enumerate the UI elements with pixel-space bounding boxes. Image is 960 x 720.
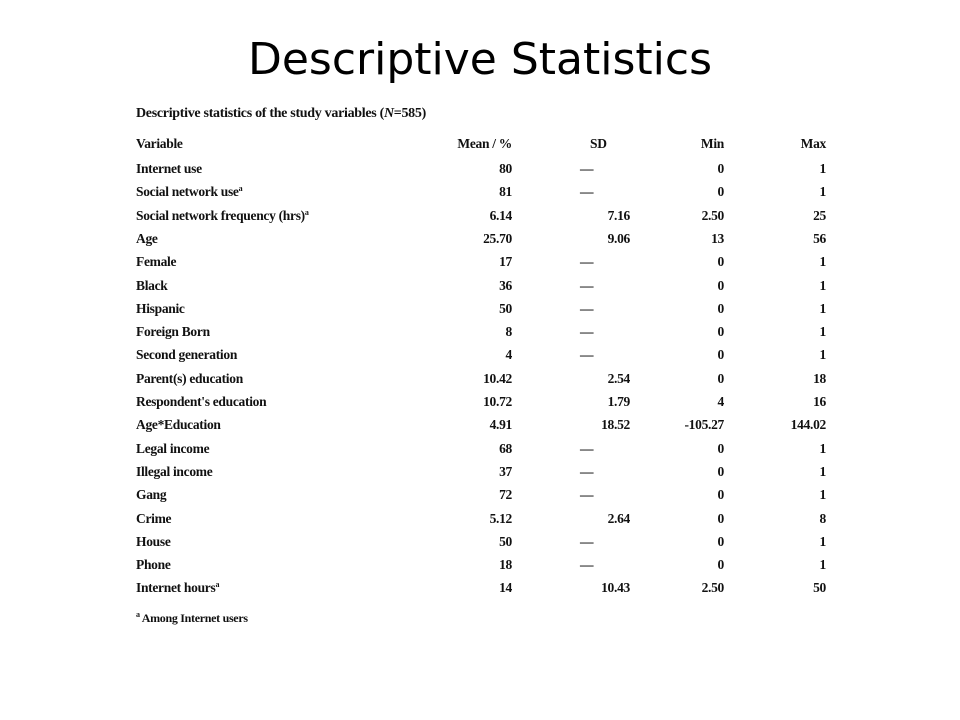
cell-mean: 81 <box>499 184 512 200</box>
table-row <box>134 343 834 366</box>
cell-mean: 25.70 <box>483 230 512 246</box>
cell-min: 0 <box>717 277 724 293</box>
cell-max: 1 <box>819 440 826 456</box>
cell-variable <box>136 250 176 273</box>
header-mean: Mean / % <box>457 136 512 151</box>
table-row <box>134 437 834 460</box>
variable-label: Hispanic <box>136 300 185 316</box>
cell-mean: 80 <box>499 161 512 176</box>
table-row <box>134 507 834 530</box>
cell-sd: 1.79 <box>607 394 630 409</box>
cell-mean: 4.91 <box>489 417 512 433</box>
cell-variable <box>136 413 221 436</box>
cell-mean: 37 <box>499 463 512 479</box>
variable-label: Social network use <box>136 184 239 200</box>
cell-sd: 9.06 <box>607 230 630 246</box>
table-row <box>134 483 834 506</box>
cell-mean: 14 <box>499 580 512 596</box>
cell-sd: — <box>580 347 594 363</box>
cell-sd: — <box>580 324 594 340</box>
cell-sd: — <box>580 277 594 293</box>
cell-min: 0 <box>717 370 724 386</box>
cell-variable <box>136 297 185 320</box>
cell-sd: — <box>580 533 594 549</box>
cell-sd: — <box>580 487 594 503</box>
variable-label: Foreign Born <box>136 324 210 340</box>
cell-min: 0 <box>717 510 724 526</box>
variable-label: Social network frequency (hrs) <box>136 207 305 223</box>
variable-label: Parent(s) education <box>136 370 243 386</box>
footnote-marker: a <box>238 184 243 194</box>
cell-mean: 10.42 <box>483 370 512 386</box>
cell-min: 2.50 <box>701 580 724 596</box>
cell-variable <box>136 343 237 366</box>
cell-mean: 10.72 <box>483 394 512 409</box>
cell-variable <box>136 553 171 576</box>
cell-max: 1 <box>819 161 826 176</box>
header-sd: SD <box>590 136 607 151</box>
cell-sd: 7.16 <box>607 207 630 223</box>
cell-min: 0 <box>717 463 724 479</box>
cell-min: 0 <box>717 557 724 573</box>
cell-variable <box>136 437 209 460</box>
variable-label: Age <box>136 230 158 246</box>
cell-variable <box>136 390 266 413</box>
table-row <box>134 157 834 180</box>
caption-suffix: =585) <box>393 106 426 121</box>
variable-label: Second generation <box>136 347 238 363</box>
cell-min: 4 <box>717 394 724 409</box>
cell-max: 144.02 <box>790 417 826 433</box>
table-row <box>134 227 834 250</box>
table-row <box>134 297 834 320</box>
cell-mean: 50 <box>499 533 512 549</box>
cell-max: 1 <box>819 300 826 316</box>
cell-min: 13 <box>711 230 724 246</box>
cell-mean: 5.12 <box>489 510 512 526</box>
footnote-mark: a <box>136 610 140 619</box>
table-row <box>134 576 834 599</box>
cell-sd: — <box>580 440 594 456</box>
cell-min: 0 <box>717 347 724 363</box>
table-row <box>134 530 834 553</box>
header-max: Max <box>800 136 826 151</box>
variable-label: Internet hours <box>136 580 216 596</box>
cell-sd: 2.54 <box>607 370 630 386</box>
variable-label: Black <box>136 277 168 293</box>
table-row <box>134 460 834 483</box>
cell-mean: 72 <box>499 487 512 503</box>
variable-label: House <box>136 533 171 549</box>
cell-variable <box>136 367 243 390</box>
footnote-marker: a <box>215 580 220 590</box>
cell-mean: 17 <box>499 254 512 270</box>
cell-variable <box>136 157 202 180</box>
caption-prefix: Descriptive statistics of the study variables ( <box>136 106 384 121</box>
table-row <box>134 320 834 343</box>
table-caption <box>136 106 426 122</box>
cell-min: 0 <box>717 440 724 456</box>
cell-mean: 18 <box>499 557 512 573</box>
header-min: Min <box>700 136 724 151</box>
cell-mean: 8 <box>505 324 512 340</box>
table-row <box>134 250 834 273</box>
cell-max: 50 <box>813 580 826 596</box>
statistics-table <box>134 101 834 637</box>
cell-variable <box>136 576 219 599</box>
table-footnote <box>136 611 248 626</box>
cell-mean: 6.14 <box>489 207 512 223</box>
cell-variable <box>136 180 242 203</box>
variable-label: Phone <box>136 557 171 573</box>
cell-sd: — <box>580 463 594 479</box>
table-row <box>134 204 834 227</box>
variable-label: Illegal income <box>136 463 213 479</box>
table-row <box>134 367 834 390</box>
cell-sd: 2.64 <box>607 510 630 526</box>
cell-max: 56 <box>813 230 826 246</box>
cell-sd: — <box>580 161 594 176</box>
cell-min: 0 <box>717 324 724 340</box>
cell-max: 1 <box>819 533 826 549</box>
table-row <box>134 390 834 413</box>
cell-variable <box>136 204 309 227</box>
cell-max: 25 <box>813 207 826 223</box>
cell-max: 1 <box>819 324 826 340</box>
cell-mean: 36 <box>499 277 512 293</box>
variable-label: Crime <box>136 510 172 526</box>
cell-variable <box>136 507 171 530</box>
cell-mean: 50 <box>499 300 512 316</box>
cell-min: 0 <box>717 487 724 503</box>
variable-label: Gang <box>136 487 167 503</box>
cell-max: 1 <box>819 184 826 200</box>
variable-label: Legal income <box>136 440 210 456</box>
table-header-row <box>134 132 834 155</box>
cell-max: 8 <box>819 510 826 526</box>
cell-min: 0 <box>717 533 724 549</box>
slide-title: Descriptive Statistics <box>247 34 713 85</box>
cell-max: 1 <box>819 487 826 503</box>
cell-variable <box>136 320 210 343</box>
cell-max: 1 <box>819 277 826 293</box>
caption-n: N <box>383 106 394 121</box>
cell-max: 16 <box>813 394 826 409</box>
table-row <box>134 413 834 436</box>
cell-variable <box>136 530 171 553</box>
variable-label: Female <box>136 254 177 270</box>
cell-sd: — <box>580 300 594 316</box>
cell-sd: — <box>580 557 594 573</box>
cell-min: -105.27 <box>684 417 724 433</box>
cell-max: 1 <box>819 254 826 270</box>
cell-mean: 4 <box>505 347 512 363</box>
cell-variable <box>136 483 166 506</box>
variable-label: Internet use <box>136 161 202 176</box>
variable-label: Age*Education <box>136 417 221 433</box>
cell-mean: 68 <box>499 440 512 456</box>
cell-min: 0 <box>717 300 724 316</box>
cell-sd: 18.52 <box>601 417 630 433</box>
cell-min: 0 <box>717 254 724 270</box>
cell-variable <box>136 274 168 297</box>
cell-max: 1 <box>819 347 826 363</box>
cell-max: 1 <box>819 463 826 479</box>
table-row <box>134 553 834 576</box>
cell-sd: — <box>580 254 594 270</box>
cell-min: 0 <box>717 161 724 176</box>
variable-label: Respondent's education <box>136 394 267 409</box>
cell-sd: 10.43 <box>601 580 630 596</box>
table-row <box>134 180 834 203</box>
footnote-text: Among Internet users <box>139 611 248 625</box>
cell-min: 2.50 <box>701 207 724 223</box>
table-row <box>134 274 834 297</box>
footnote-marker: a <box>304 207 309 217</box>
header-variable: Variable <box>136 136 183 151</box>
cell-variable <box>136 227 158 250</box>
cell-min: 0 <box>717 184 724 200</box>
cell-sd: — <box>580 184 594 200</box>
cell-max: 1 <box>819 557 826 573</box>
cell-max: 18 <box>813 370 826 386</box>
cell-variable <box>136 460 212 483</box>
